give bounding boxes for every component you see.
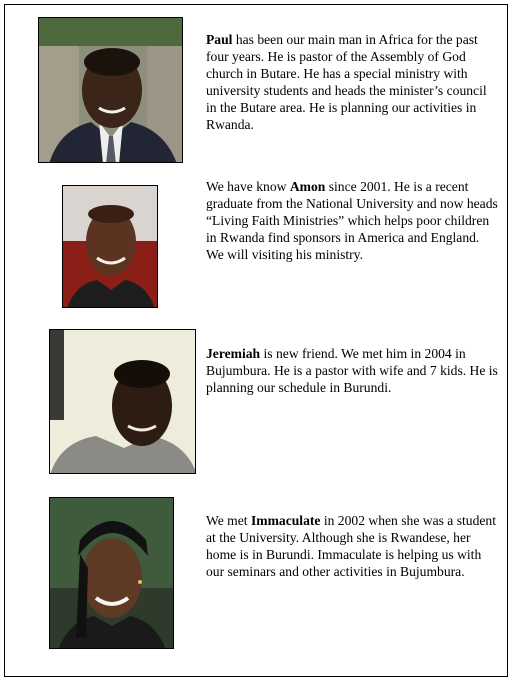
paul-name: Paul	[206, 32, 233, 47]
immaculate-description: We met Immaculate in 2002 when she was a student at the University. Although she is Rwandese, her home is in Burundi. Immaculate is helping us with our seminars and other activities in Bujumbura.	[206, 513, 496, 579]
immaculate-photo	[49, 497, 174, 649]
immaculate-name: Immaculate	[250, 513, 321, 528]
amon-name: Amon	[289, 179, 326, 194]
amon-photo	[62, 185, 158, 308]
jeremiah-name: Jeremiah	[206, 346, 261, 361]
jeremiah-description: Jeremiah is new friend. We met him in 2004 in Bujumbura. He is a pastor with wife and 7 kids. He is planning our schedule in Burundi.	[206, 346, 498, 395]
amon-description: We have know Amon since 2001. He is a recent graduate from the National University and now heads “Living Faith Ministries” which helps poor children in Rwanda find sponsors in America and England. We will visiting his ministry.	[206, 179, 498, 262]
paul-photo	[38, 17, 183, 163]
jeremiah-photo	[49, 329, 196, 474]
paul-description: Paul has been our main man in Africa for the past four years. He is pastor of the Assembly of God church in Butare. He has a special ministry with university students and heads the minister’s council in the Butare area. He is planning our activities in Rwanda.	[206, 32, 487, 132]
